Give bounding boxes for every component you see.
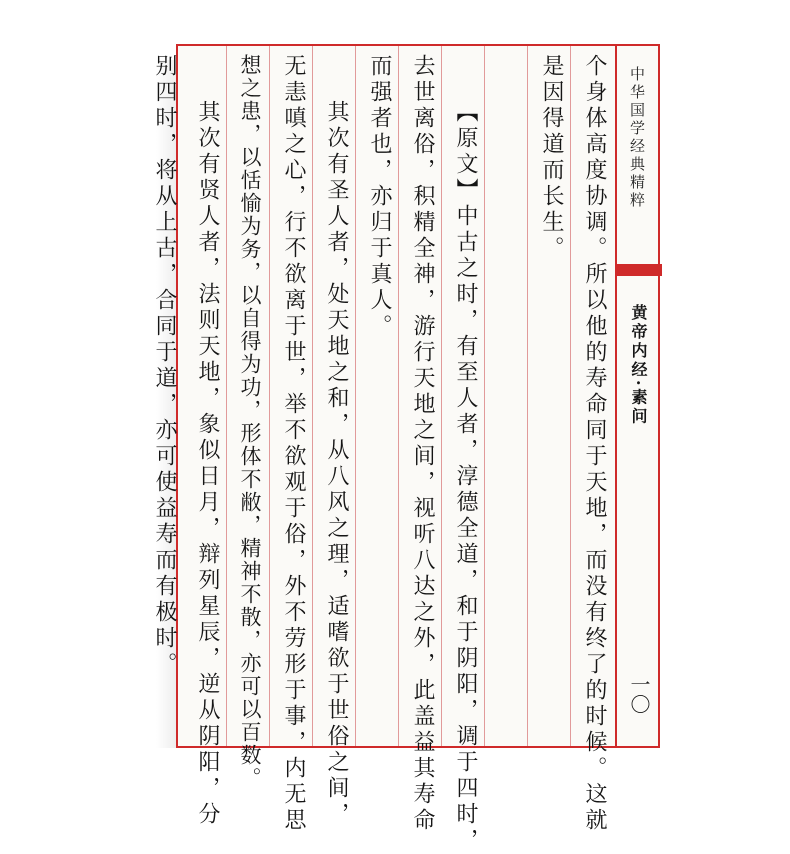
original-text-paragraph: 【原文】中古之时，有至人者，淳德全道，和于阴阳，调于四时， xyxy=(453,100,478,854)
text-column-8: 无恚嗔之心，行不欲离于世，举不欲观于俗，外不劳形于事，内无思 xyxy=(281,54,306,834)
section-tab xyxy=(617,264,662,276)
text-column-7: 其次有圣人者，处天地之和，从八风之理，适嗜欲于世俗之间， xyxy=(324,100,349,828)
page-number: 一〇 xyxy=(627,674,651,714)
text-column-9: 想之患，以恬愉为务，以自得为功，形体不敝，精神不散，亦可以百数。 xyxy=(238,54,262,790)
text-column-11: 别四时，将从上古，合同于道，亦可使益寿而有极时。 xyxy=(152,54,177,678)
text-column-2: 是因得道而长生。 xyxy=(539,54,564,262)
text-column-1: 个身体高度协调。所以他的寿命同于天地，而没有终了的时候。这就 xyxy=(582,54,607,834)
text-column-4 xyxy=(445,100,485,854)
header-band xyxy=(615,46,662,746)
text-column-6: 而强者也，亦归于真人。 xyxy=(367,54,392,340)
book-page xyxy=(152,44,660,854)
book-title: 黄帝内经·素问 xyxy=(629,304,648,427)
text-column-5: 去世离俗，积精全神，游行天地之间，视听八达之外，此盖益其寿命 xyxy=(410,54,435,834)
ruled-line xyxy=(527,46,528,746)
series-title: 中华国学经典精粹 xyxy=(628,66,646,210)
text-column-10: 其次有贤人者，法则天地，象似日月，辩列星辰，逆从阴阳，分 xyxy=(195,100,220,828)
